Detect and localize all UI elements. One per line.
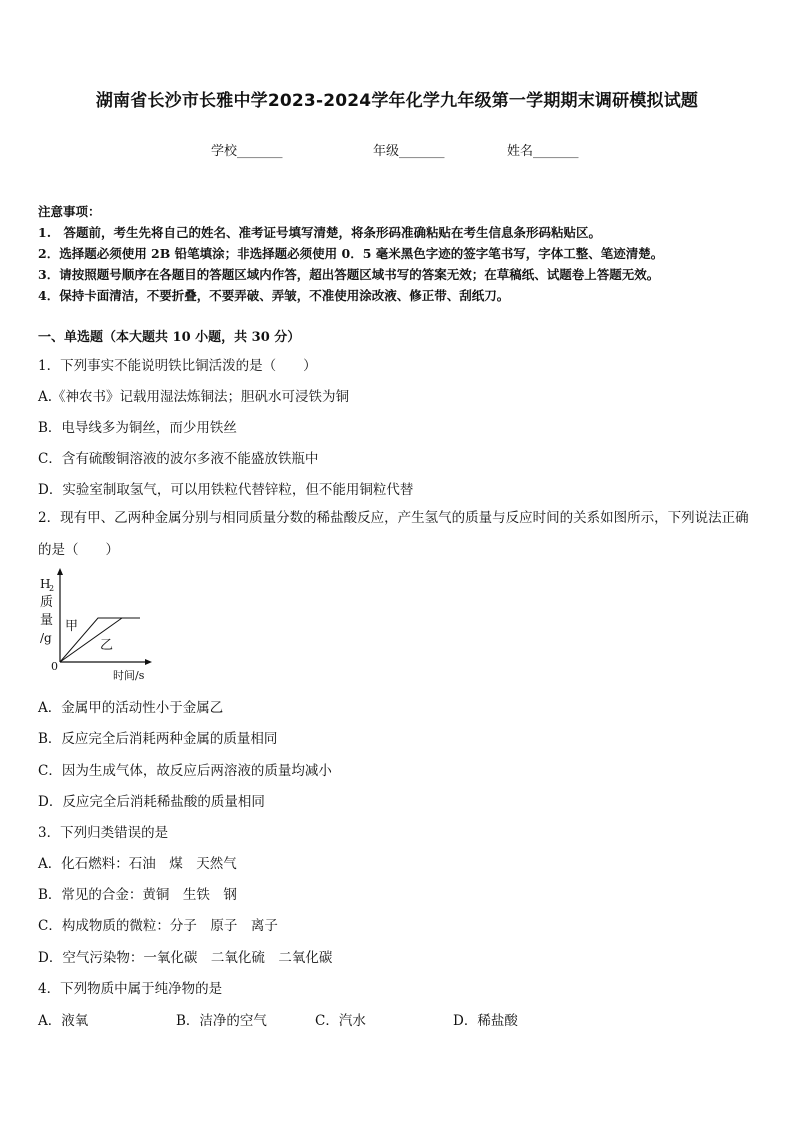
question-2-option-d: D．反应完全后消耗稀盐酸的质量相同	[38, 794, 265, 810]
question-4-option-b: B．洁净的空气	[176, 1013, 267, 1029]
question-4-option-a: A．液氧	[38, 1013, 89, 1029]
curve-b-label: 乙	[100, 638, 114, 653]
notice-item: 1. 答题前，考生先将自己的姓名、准考证号填写清楚，将条形码准确粘贴在考生信息条形码粘贴区。	[38, 225, 602, 240]
question-1-option-b: B．电导线多为铜丝，而少用铁丝	[38, 420, 237, 436]
question-2-option-b: B．反应完全后消耗两种金属的质量相同	[38, 731, 278, 747]
question-4-stem: 4．下列物质中属于纯净物的是	[38, 981, 223, 997]
y-label-liang: 量	[40, 613, 54, 628]
question-1-option-d: D．实验室制取氢气，可以用铁粒代替锌粒，但不能用铜粒代替	[38, 482, 414, 498]
school-field: 学校_______	[211, 144, 283, 159]
notice-item: 4．保持卡面清洁，不要折叠，不要弄破、弄皱，不准使用涂改液、修正带、刮纸刀。	[38, 288, 510, 303]
hydrogen-mass-graph	[30, 566, 160, 684]
question-3-option-b: B．常见的合金：黄铜 生铁 钢	[38, 887, 237, 903]
name-field: 姓名_______	[507, 144, 579, 159]
question-2-stem: 2．现有甲、乙两种金属分别与相同质量分数的稀盐酸反应，产生氢气的质量与反应时间的关系如图所示，下列说法正确的是（ ）	[38, 510, 749, 558]
origin-label: 0	[51, 660, 58, 673]
question-2-option-c: C．因为生成气体，故反应后两溶液的质量均减小	[38, 763, 332, 779]
x-axis-arrow-icon	[145, 659, 152, 665]
y-label-subscript: 2	[49, 584, 55, 593]
question-3-option-a: A．化石燃料：石油 煤 天然气	[38, 856, 237, 872]
notice-item: 3．请按照题号顺序在各题目的答题区域内作答，超出答题区域书写的答案无效；在草稿纸、试题卷上答题无效。	[38, 267, 660, 282]
question-3-option-c: C．构成物质的微粒：分子 原子 离子	[38, 918, 278, 934]
notice-title: 注意事项：	[38, 204, 101, 219]
y-label-unit: /g	[40, 631, 52, 645]
question-3-option-d: D．空气污染物：一氧化碳 二氧化硫 二氧化碳	[38, 950, 333, 966]
question-2-option-a: A．金属甲的活动性小于金属乙	[38, 700, 224, 716]
exam-title: 湖南省长沙市长雅中学2023-2024学年化学九年级第一学期期末调研模拟试题	[95, 91, 699, 111]
question-4-option-c: C．汽水	[315, 1013, 366, 1029]
y-axis-arrow-icon	[57, 568, 63, 575]
x-axis-label: 时间/s	[113, 669, 145, 682]
question-1-stem: 1．下列事实不能说明铁比铜活泼的是（ ）	[38, 358, 317, 374]
curve-a-label: 甲	[65, 619, 79, 634]
y-label-h: H	[40, 577, 51, 591]
question-3-stem: 3．下列归类错误的是	[38, 825, 169, 841]
section-heading: 一、单选题（本大题共 10 小题，共 30 分）	[38, 330, 301, 345]
question-4-option-d: D．稀盐酸	[453, 1013, 518, 1029]
question-1-option-a: A.《神农书》记载用湿法炼铜法；胆矾水可浸铁为铜	[38, 389, 350, 405]
grade-field: 年级_______	[373, 144, 445, 159]
notice-item: 2．选择题必须使用 2B 铅笔填涂；非选择题必须使用 0．5 毫米黑色字迹的签字笔书写，字体工整、笔迹清楚。	[38, 246, 664, 261]
question-1-option-c: C．含有硫酸铜溶液的波尔多液不能盛放铁瓶中	[38, 451, 319, 467]
y-label-zhi: 质	[40, 595, 54, 610]
student-info-row	[0, 140, 794, 160]
